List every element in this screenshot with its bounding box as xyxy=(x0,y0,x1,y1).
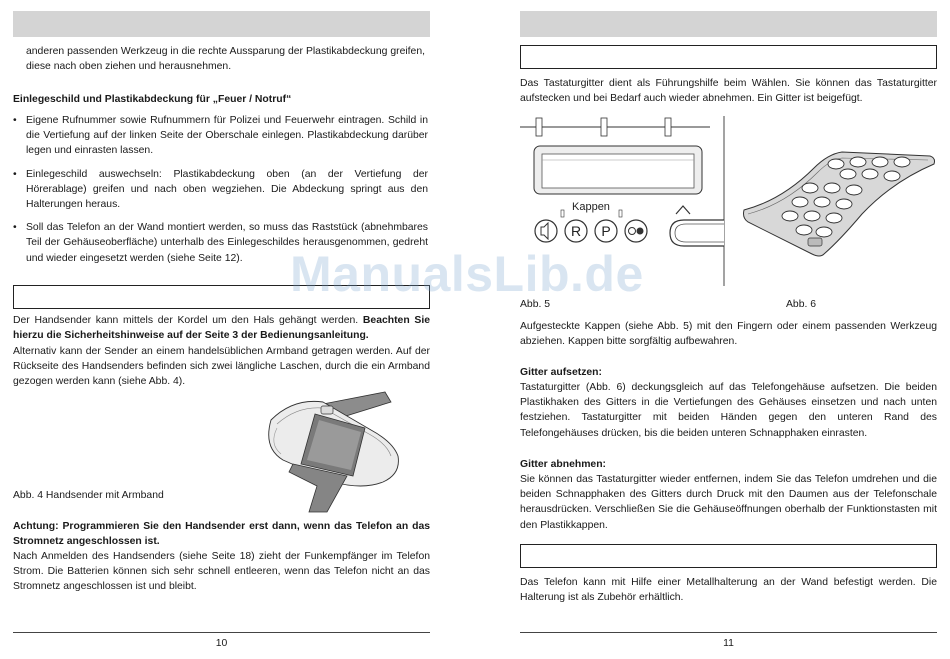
left-page xyxy=(13,0,430,659)
list-item: • Eigene Rufnummer sowie Rufnummern für Polizei und Feuerwehr eintragen. Schild in die Vertiefung auf der linken Seite der Oberschale einlegen. Plastikabdeckung darüber legen und einrasten lassen. xyxy=(13,115,428,157)
keypad-grid-illustration xyxy=(742,150,938,260)
right-page xyxy=(520,0,937,659)
watermark: ManualsLib.de xyxy=(290,246,644,302)
kappen-paragraph: Aufgesteckte Kappen (siehe Abb. 5) mit den Fingern oder einem passenden Werkzeug abziehen. Kappen bitte sorgfältig aufbewahren. xyxy=(520,321,937,348)
left-intro-text: anderen passenden Werkzeug in die rechte Aussparung der Plastikabdeckung greifen, diese nach oben ziehen und herausnehmen. xyxy=(26,46,425,73)
section-title-box-gitter xyxy=(520,45,937,69)
figure5-caption: Abb. 5 xyxy=(520,299,551,310)
figure4-caption: Abb. 4 Handsender mit Armband xyxy=(13,490,164,501)
gitter-intro-text: Das Tastaturgitter dient als Führungshilfe beim Wählen. Sie können das Tastaturgitter aufstecken und bei Bedarf auch wieder abnehmen. Ein Gitter ist beigefügt. xyxy=(520,78,937,105)
left-header-bar xyxy=(13,11,430,37)
right-header-bar xyxy=(520,11,937,37)
warning-paragraph: Nach Anmelden des Handsenders (siehe Seite 18) zieht der Funkempfänger im Telefon Strom. Die Batterien können sich sehr schnell entleeren, wenn das Telefon nicht an das Stromnetz angeschlossen ist und bleibt. xyxy=(13,551,430,593)
insert-heading: Einlegeschild und Plastikabdeckung für „Feuer / Notruf“ xyxy=(13,94,292,105)
right-footer-line xyxy=(520,632,937,633)
list-item: • Soll das Telefon an der Wand montiert werden, so muss das Raststück (abnehmbares Teil der Gehäuseoberfläche) unterhalb des Einlegeschildes herausgenommen, gedreht und wieder eingesetzt werden (siehe Seite 12). xyxy=(13,222,428,264)
list-item: • Einlegeschild auswechseln: Plastikabdeckung oben (an der Vertiefung der Hörerablage) greifen und nach oben wegziehen. Die Abdeckung springt aus den Halterungen heraus. xyxy=(13,168,428,211)
kappen-label: Kappen xyxy=(572,201,610,213)
gitter-abnehmen-paragraph: Sie können das Tastaturgitter wieder entfernen, indem Sie das Telefon umdrehen und die beiden Schnapphaken des Gitters durch Druck mit den Daumen aus der Telefonschale herausdrücken. Verschließen Sie die Gehäuseöffnungen oberhalb der Funktionstasten mit den Plastikkappen. xyxy=(520,474,937,531)
left-footer-line xyxy=(13,632,430,633)
section-title-box-wall xyxy=(520,544,937,568)
handsender-paragraph: Der Handsender kann mittels der Kordel um den Hals gehängt werden. Beachten Sie hierzu die Sicherheitshinweise auf der Seite 3 der Bedienungsanleitung. xyxy=(13,315,430,342)
figure6-caption: Abb. 6 xyxy=(786,299,817,310)
speaker-key xyxy=(535,220,557,242)
warning-heading: Achtung: Programmieren Sie den Handsender erst dann, wenn das Telefon an das Stromnetz angeschlossen ist. xyxy=(13,521,430,548)
wall-mount-paragraph: Das Telefon kann mit Hilfe einer Metallhalterung an der Wand befestigt werden. Die Halterung ist als Zubehör erhältlich. xyxy=(520,577,937,604)
insert-bullet-list xyxy=(13,113,428,274)
page-number-right: 11 xyxy=(723,638,734,649)
up-arrow-icon xyxy=(676,206,690,214)
svg-text:R: R xyxy=(570,223,582,239)
section-title-box-handsender xyxy=(13,285,430,309)
gitter-abnehmen-heading: Gitter abnehmen: xyxy=(520,459,607,470)
caps-illustration xyxy=(520,116,735,286)
page-number-left: 10 xyxy=(215,638,228,649)
gitter-aufsetzen-heading: Gitter aufsetzen: xyxy=(520,367,602,378)
svg-text:P: P xyxy=(601,223,611,239)
handset-armband-illustration xyxy=(253,390,403,512)
gitter-aufsetzen-paragraph: Tastaturgitter (Abb. 6) deckungsgleich auf das Telefongehäuse aufsetzen. Die beiden Plastikhaken des Gitters in die Vertiefungen des Gehäuses einsetzen und nach unten festziehen. Tastaturgitter mit beiden Händen gegen den unteren Rand des Telefongehäuses drücken, bis die beiden unteren Schnapphaken einrasten. xyxy=(520,382,937,439)
armband-paragraph: Alternativ kann der Sender an einem handelsüblichen Armband getragen werden. Auf der Rückseite des Handsenders befinden sich zwei längliche Laschen, durch die ein Armband gezogen werden kann (siehe Abb. 4). xyxy=(13,346,430,388)
